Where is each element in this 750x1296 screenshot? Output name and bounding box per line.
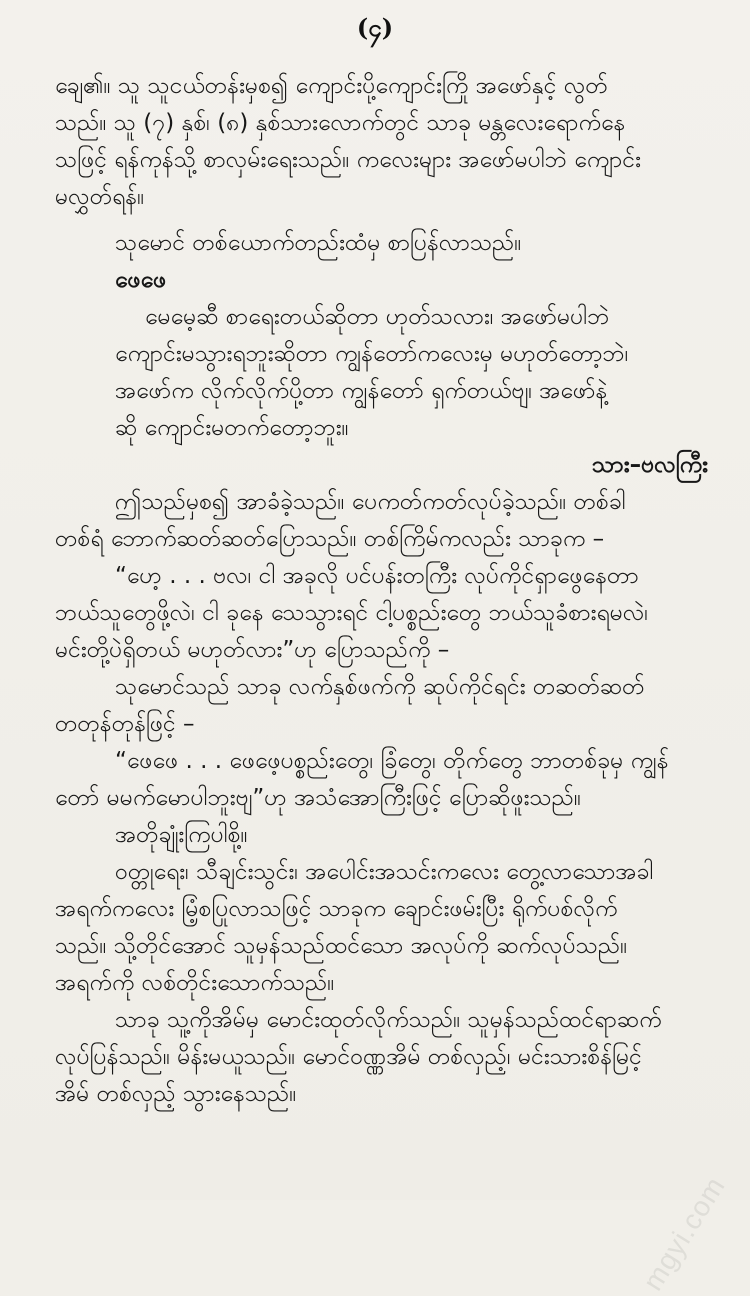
speaker-heading: ဖေဖေ: [115, 267, 167, 293]
quote-line: “ဖေဖေ . . . ဖေဖေ့ပစ္စည်းတွေ၊ ခြံတွေ၊ တိုက်တွေ ဘာတစ်ခုမှ ကျွန်: [115, 748, 669, 774]
text-line: တစ်ရံ ဘောက်ဆတ်ဆတ်ပြောသည်။ တစ်ကြိမ်ကလည်း သာခုက –: [55, 526, 605, 552]
text-line: သည်။ သူ (၇) နှစ်၊ (၈) နှစ်သားလောက်တွင် သာခု မန္တလေးရောက်နေ: [55, 110, 626, 136]
text-line: တော် မမက်မောပါဘူးဗျ”ဟု အသံအောကြီးဖြင့် ပြောဆိုဖူးသည်။: [55, 785, 581, 811]
signature-line: သား–ဗလကြီး: [592, 452, 708, 478]
text-line: အရက်ကလေး မြံ့စပြုလာသဖြင့် သာခုက ချောင်းဖမ်းပြီး ရိုက်ပစ်လိုက်: [55, 896, 618, 922]
text-line: မင်းတို့ပဲရှိတယ် မဟုတ်လား”ဟု ပြောသည်ကို –: [55, 637, 450, 663]
text-line: အိမ် တစ်လှည့် သွားနေသည်။: [55, 1081, 297, 1107]
letter-line: ကျောင်းမသွားရဘူးဆိုတာ ကျွန်တော်ကလေးမှ မဟုတ်တော့ဘဲ၊: [115, 341, 629, 367]
letter-line: အဖော်က လိုက်လိုက်ပို့တာ ကျွန်တော် ရှက်တယ်ဗျ၊ အဖော်နဲ့: [115, 378, 608, 404]
text-line: သည်။ သို့တိုင်အောင် သူမှန်သည်ထင်သော အလုပ်ကို ဆက်လုပ်သည်။: [55, 933, 628, 959]
text-line: ဤသည်မှစ၍ အာခံခဲ့သည်။ ပေကတ်ကတ်လုပ်ခဲ့သည်။ တစ်ခါ: [115, 489, 626, 515]
text-line: တတုန်တုန်ဖြင့် –: [55, 711, 195, 737]
text-line: အရက်ကို လစ်တိုင်းသောက်သည်။: [55, 970, 335, 996]
letter-line: မေမေ့ဆီ စာရေးတယ်ဆိုတာ ဟုတ်သလား၊ အဖော်မပါဘဲ: [145, 304, 610, 330]
text-line: ချေ၏။ သူ သူငယ်တန်းမှစ၍ ကျောင်းပို့ကျောင်းကြို အဖော်နှင့် လွတ်: [55, 73, 608, 99]
watermark-text: mgyi.com: [637, 1171, 732, 1296]
page-text: [55, 68, 708, 1113]
quote-line: “ဟေ့ . . . ဗလ၊ ငါ အခုလို ပင်ပန်းတကြီး လုပ်ကိုင်ရှာဖွေနေတာ: [115, 563, 639, 589]
text-line: ဘယ်သူတွေဖို့လဲ၊ ငါ ခုနေ သေသွားရင် ငါ့ပစ္စည်းတွေ ဘယ်သူခံစားရမလဲ၊: [55, 600, 649, 626]
text-line: သုမောင် တစ်ယောက်တည်းထံမှ စာပြန်လာသည်။: [115, 230, 522, 256]
paragraph-gap: [55, 216, 708, 225]
text-line: မလွှတ်ရန်။: [55, 184, 145, 210]
page-number: (၄): [356, 13, 394, 42]
text-line: သဖြင့် ရန်ကုန်သို့ စာလှမ်းရေးသည်။ ကလေးများ အဖော်မပါဘဲ ကျောင်း: [55, 147, 641, 173]
text-line: သာခု သူ့ကိုအိမ်မှ မောင်းထုတ်လိုက်သည်။ သူမှန်သည်ထင်ရာဆက်: [115, 1007, 662, 1033]
text-line: ဝတ္တုရေး၊ သီချင်းသွင်း၊ အပေါင်းအသင်းကလေး တွေ့လာသောအခါ: [115, 859, 654, 885]
letter-line: ဆို ကျောင်းမတက်တော့ဘူး။: [115, 415, 349, 441]
text-line: လုပ်ပြန်သည်။ မိန်းမယူသည်။ မောင်ဝဏ္ဏအိမ် တစ်လှည့်၊ မင်းသားစိန်မြင့်: [55, 1044, 642, 1070]
text-line: သုမောင်သည် သာခု လက်နှစ်ဖက်ကို ဆုပ်ကိုင်ရင်း တဆတ်ဆတ်: [115, 674, 645, 700]
text-line: အတိုချုံးကြပါစို့။: [115, 822, 248, 848]
